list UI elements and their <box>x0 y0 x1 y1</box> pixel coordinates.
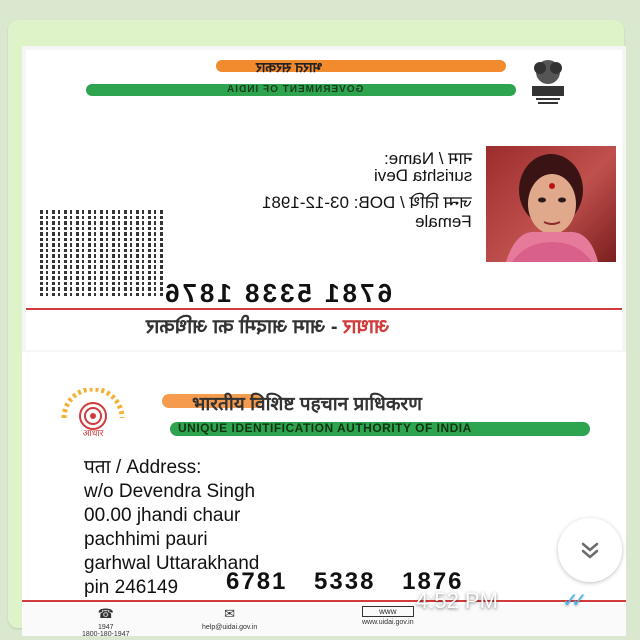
card-footer <box>22 604 626 636</box>
authority-hindi-title: भारतीय विशिष्ट पहचान प्राधिकरण <box>192 394 422 415</box>
address-label: पता / Address: <box>84 457 202 478</box>
dob-row: जन्म तिथि / DOB: 03-12-1981 <box>262 193 472 212</box>
dob-value: 03-12-1981 <box>262 193 350 212</box>
double-check-icon: ✓✓ <box>562 590 580 612</box>
holder-photo <box>486 146 616 262</box>
national-emblem-icon <box>526 52 570 110</box>
image-message-bubble[interactable] <box>8 20 624 636</box>
scroll-to-bottom-button[interactable] <box>558 518 622 582</box>
footer-email: ✉ help@uidai.gov.in <box>202 606 258 631</box>
mail-icon: ✉ <box>224 606 236 621</box>
front-divider <box>26 308 622 310</box>
address-line: 00.00 jhandi chaur <box>84 505 241 526</box>
footer-website: www www.uidai.gov.in <box>362 607 414 626</box>
address-line: pin 246149 <box>84 577 179 598</box>
aadhaar-card-photo[interactable] <box>22 46 626 636</box>
web-icon: www <box>362 606 414 617</box>
aadhaar-logo-icon <box>52 388 134 438</box>
card-front <box>26 50 622 350</box>
address-line: pachhimi pauri <box>84 529 208 550</box>
aadhaar-number-front: 6781 5338 1876 <box>162 278 392 308</box>
qr-code-icon <box>40 208 166 296</box>
front-tagline: आधार - आम आदमी का अधिकार <box>146 316 390 338</box>
authority-english-title: UNIQUE IDENTIFICATION AUTHORITY OF INDIA <box>178 421 472 435</box>
address-line: garhwal Uttarakhand <box>84 553 260 574</box>
government-english-title: GOVERNMENT OF INDIA <box>226 84 364 95</box>
svg-text:आधार: आधार <box>82 429 104 438</box>
double-chevron-down-icon <box>577 537 603 563</box>
phone-icon: ☎ <box>97 606 114 621</box>
holder-name: surishta Devi <box>373 166 472 185</box>
government-hindi-title: भारत सरकार <box>256 59 323 75</box>
footer-phone: ☎ 1947 1800-180-1947 <box>82 606 130 636</box>
card-back <box>22 352 626 636</box>
message-timestamp: 4:52 PM <box>416 588 498 613</box>
gender: Female <box>415 212 472 231</box>
aadhaar-number-back: 6781 5338 1876 <box>226 568 464 595</box>
address-line: w/o Devendra Singh <box>84 481 256 502</box>
name-label: नाम / Name: <box>383 149 472 168</box>
back-divider <box>22 600 626 602</box>
